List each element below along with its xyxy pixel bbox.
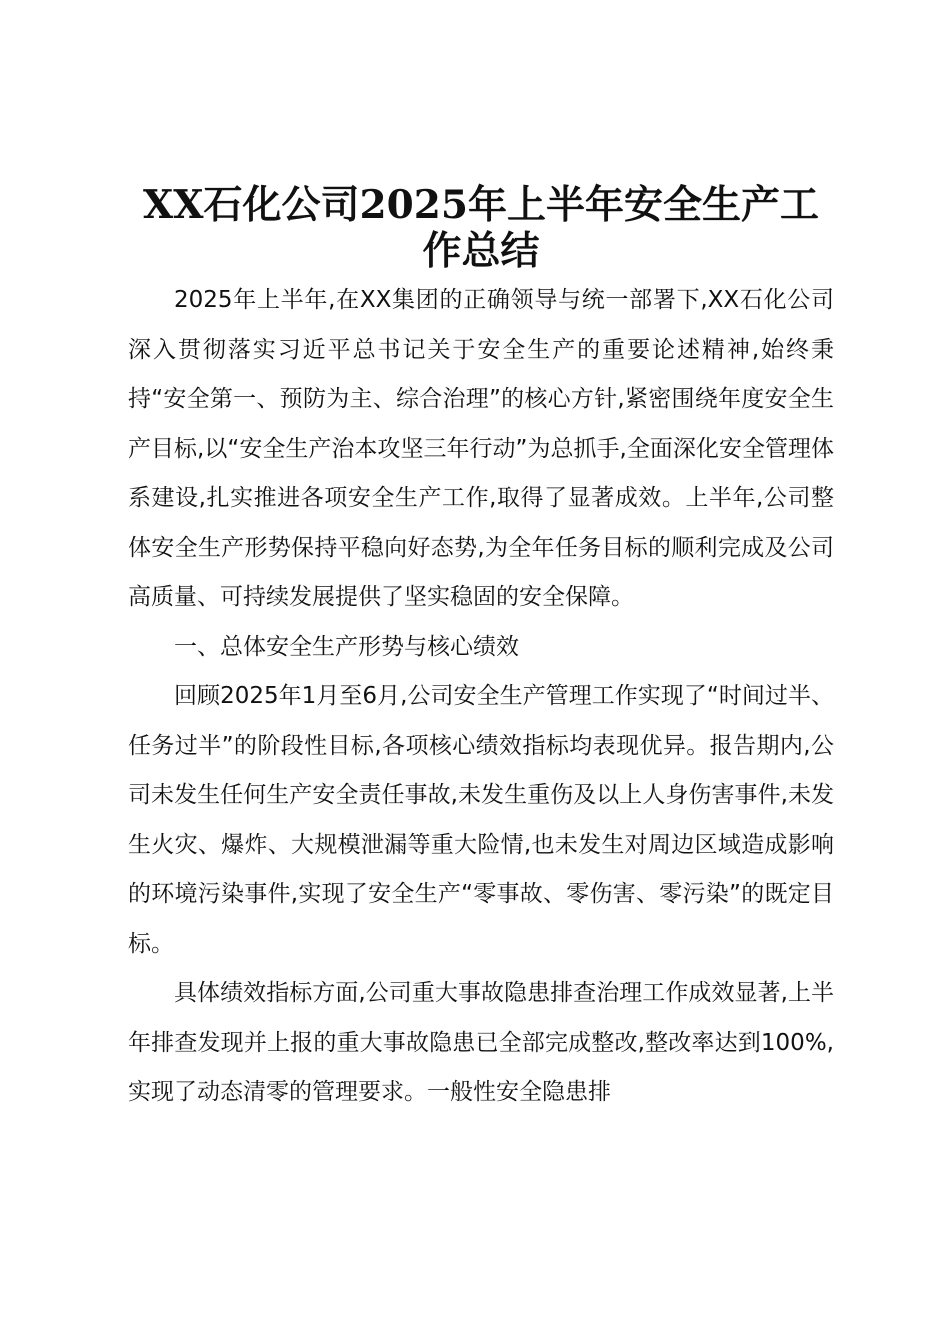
- intro-paragraph: 2025年上半年,在XX集团的正确领导与统一部署下,XX石化公司深入贯彻落实习近平总书记关于安全生产的重要论述精神,始终秉持“安全第一、预防为主、综合治理”的核心方针,紧密围绕年度安全生产目标,以“安全生产治本攻坚三年行动”为总抓手,全面深化安全管理体系建设,扎实推进各项安全生产工作,取得了显著成效。上半年,公司整体安全生产形势保持平稳向好态势,为全年任务目标的顺利完成及公司高质量、可持续发展提供了坚实稳固的安全保障。: [128, 287, 834, 610]
- document-title: XX石化公司2025年上半年安全生产工作总结: [142, 182, 820, 274]
- section-heading-1: 一、总体安全生产形势与核心绩效: [174, 633, 519, 660]
- section1-paragraph-1: 回顾2025年1月至6月,公司安全生产管理工作实现了“时间过半、任务过半”的阶段性目标,各项核心绩效指标均表现优异。报告期内,公司未发生任何生产安全责任事故,未发生重伤及以上人身伤害事件,未发生火灾、爆炸、大规模泄漏等重大险情,也未发生对周边区域造成影响的环境污染事件,实现了安全生产“零事故、零伤害、零污染”的既定目标。: [128, 683, 834, 957]
- document-body: [128, 182, 834, 1118]
- section1-paragraph-2: 具体绩效指标方面,公司重大事故隐患排查治理工作成效显著,上半年排查发现并上报的重大事故隐患已全部完成整改,整改率达到100%,实现了动态清零的管理要求。一般性安全隐患排: [128, 980, 834, 1105]
